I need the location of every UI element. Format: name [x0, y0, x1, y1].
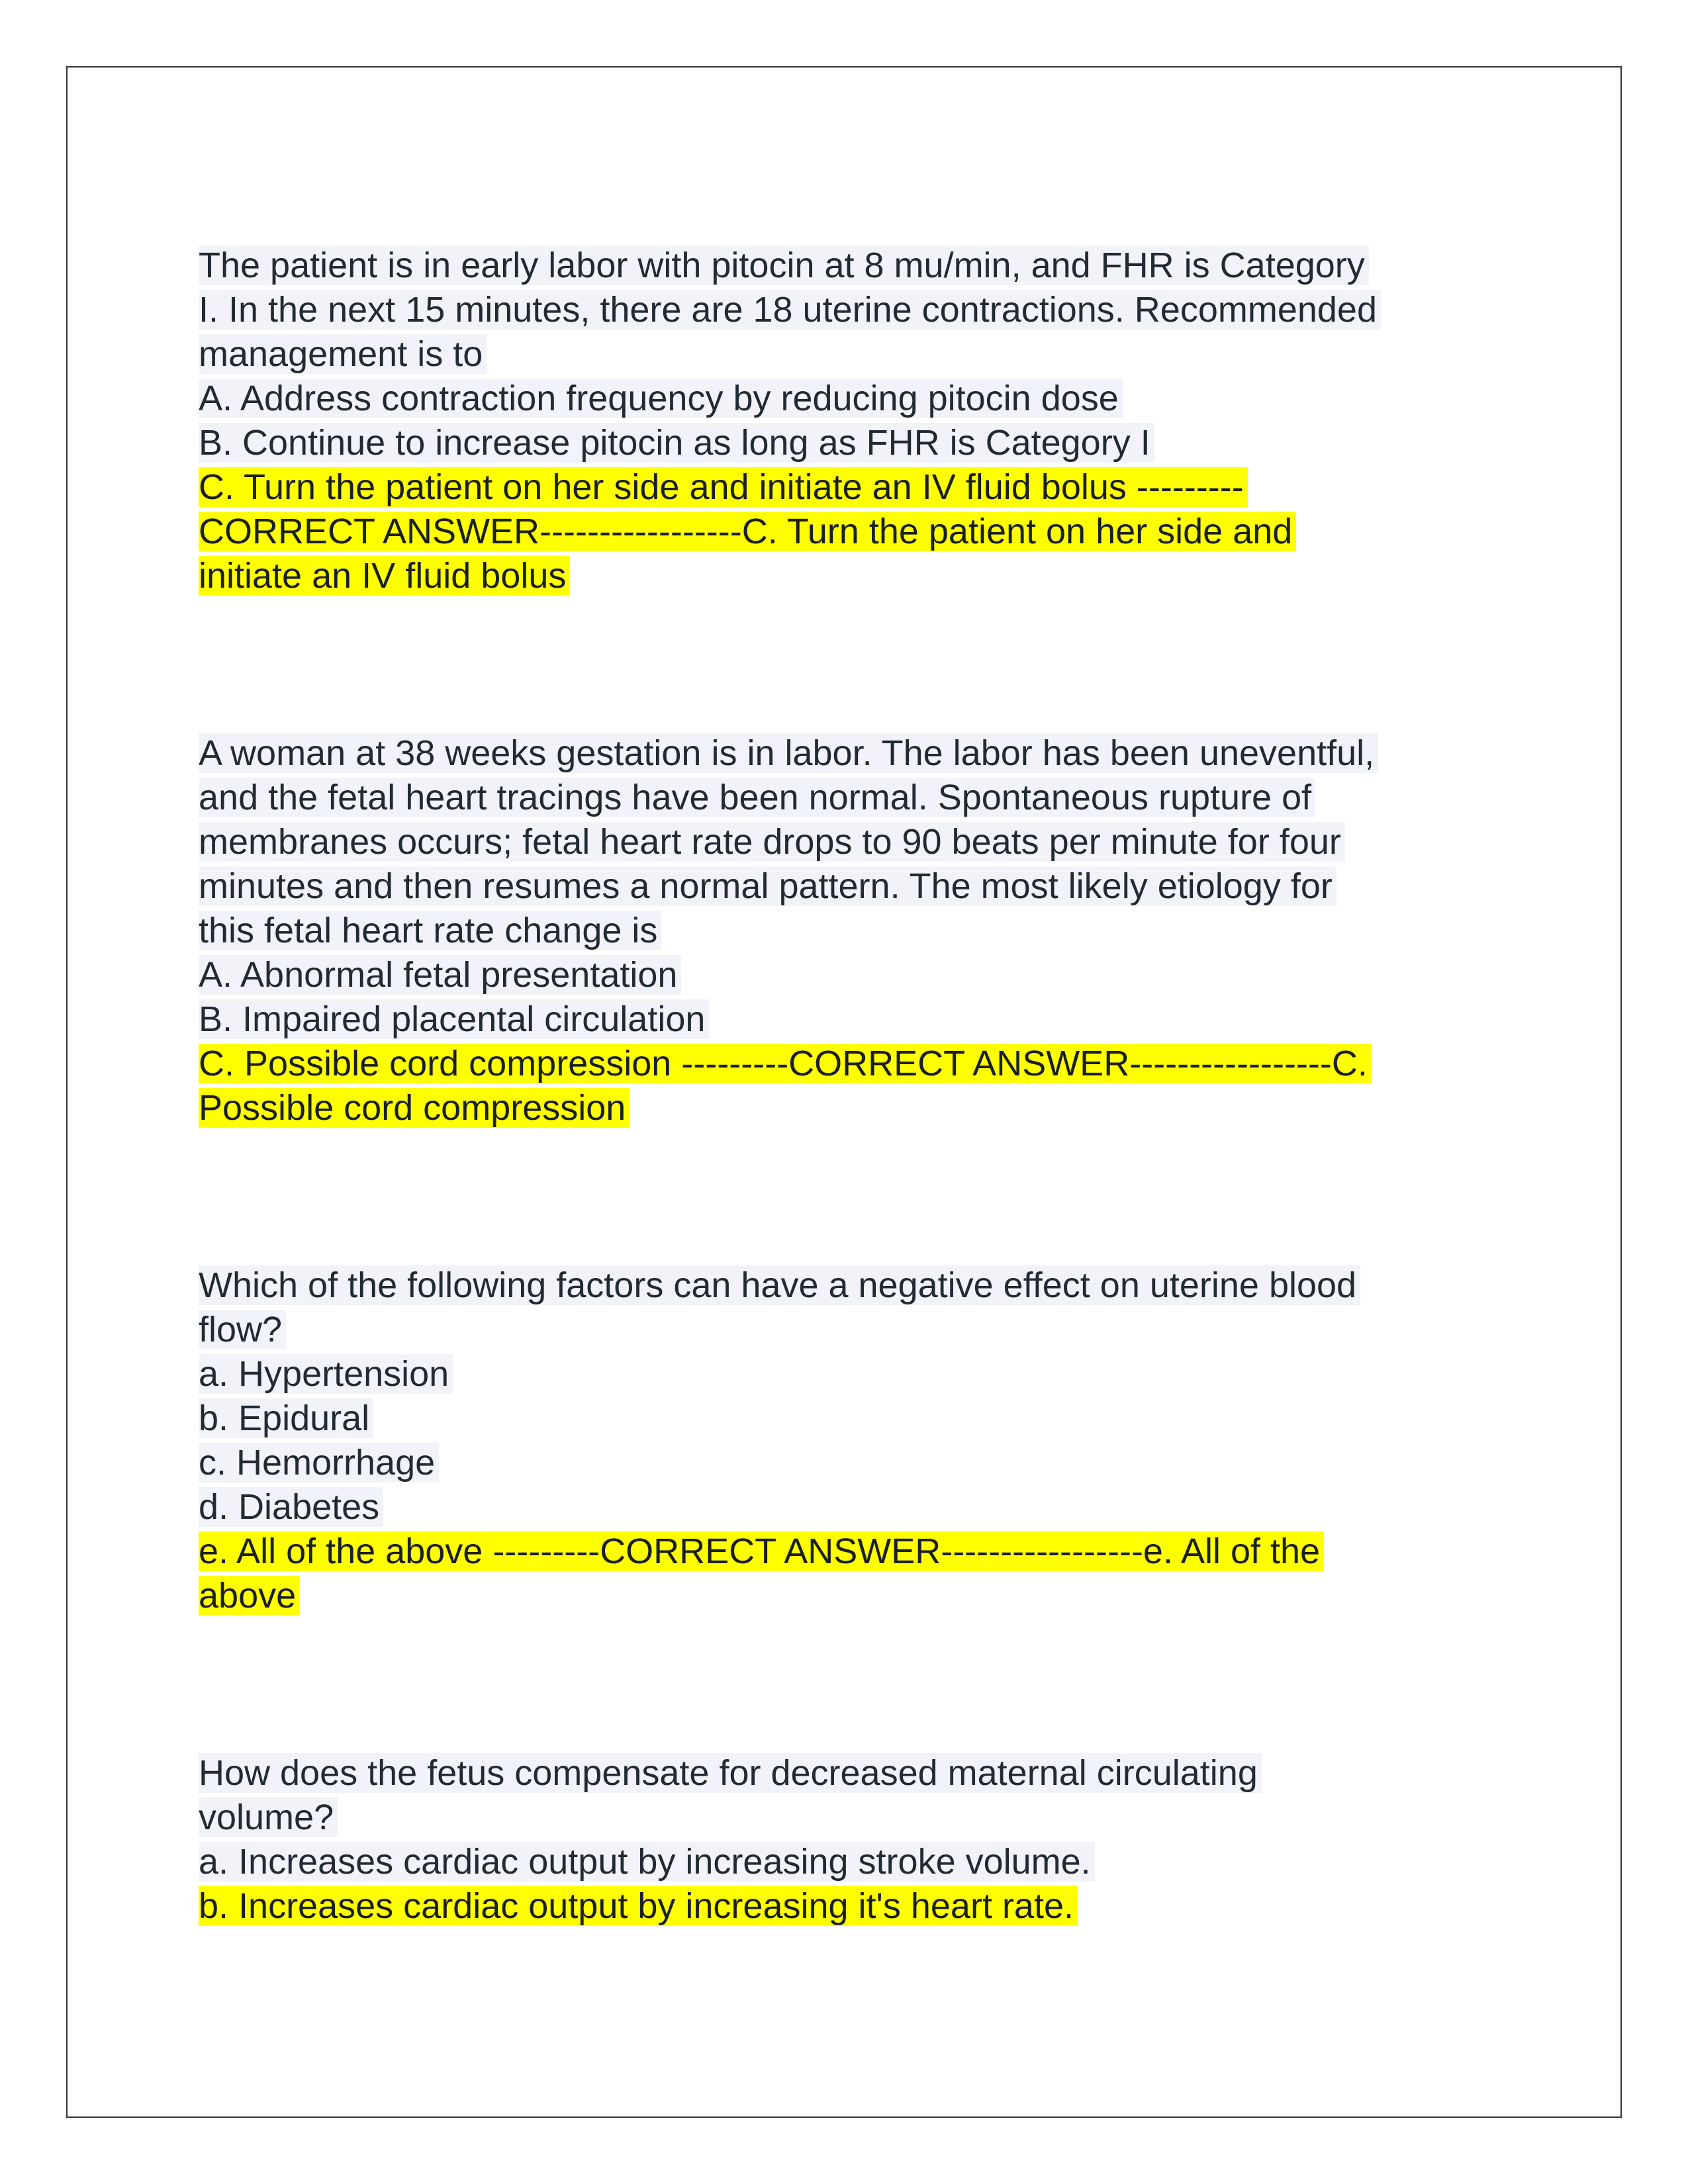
question-3-option-a: a. Hypertension: [199, 1352, 1516, 1396]
question-1-stem-line-2: I. In the next 15 minutes, there are 18 uterine contractions. Recommended: [199, 288, 1516, 332]
question-1-answer-line-1: C. Turn the patient on her side and initiate an IV fluid bolus ---------: [199, 465, 1516, 510]
question-1-option-b: B. Continue to increase pitocin as long as FHR is Category I: [199, 421, 1516, 465]
question-4-option-a: a. Increases cardiac output by increasing stroke volume.: [199, 1840, 1516, 1884]
question-4-stem-line-1: How does the fetus compensate for decreased maternal circulating: [199, 1751, 1516, 1796]
question-1-stem-line-3: management is to: [199, 332, 1516, 377]
question-4-stem-line-2: volume?: [199, 1796, 1516, 1840]
question-2-answer-line-1: C. Possible cord compression ---------CORRECT ANSWER-----------------C.: [199, 1042, 1516, 1086]
document-content: [199, 244, 1516, 1929]
question-1-answer-line-3: initiate an IV fluid bolus: [199, 554, 1516, 598]
question-2-option-b: B. Impaired placental circulation: [199, 997, 1516, 1042]
question-2: [199, 731, 1516, 1130]
question-4-answer-line-1: b. Increases cardiac output by increasing it's heart rate.: [199, 1884, 1516, 1929]
question-3-stem-line-2: flow?: [199, 1308, 1516, 1352]
question-3-option-d: d. Diabetes: [199, 1485, 1516, 1529]
question-2-stem-line-3: membranes occurs; fetal heart rate drops to 90 beats per minute for four: [199, 820, 1516, 864]
question-3-answer-line-2: above: [199, 1574, 1516, 1618]
question-4: [199, 1751, 1516, 1929]
question-3: [199, 1263, 1516, 1618]
question-1-option-a: A. Address contraction frequency by reducing pitocin dose: [199, 377, 1516, 421]
question-2-stem-line-4: minutes and then resumes a normal pattern. The most likely etiology for: [199, 864, 1516, 909]
question-1-stem-line-1: The patient is in early labor with pitocin at 8 mu/min, and FHR is Category: [199, 244, 1516, 288]
question-3-stem-line-1: Which of the following factors can have a negative effect on uterine blood: [199, 1263, 1516, 1308]
question-2-answer-line-2: Possible cord compression: [199, 1086, 1516, 1130]
question-1-answer-line-2: CORRECT ANSWER-----------------C. Turn the patient on her side and: [199, 510, 1516, 554]
question-2-stem-line-2: and the fetal heart tracings have been normal. Spontaneous rupture of: [199, 776, 1516, 820]
question-2-option-a: A. Abnormal fetal presentation: [199, 953, 1516, 997]
question-2-stem-line-5: this fetal heart rate change is: [199, 909, 1516, 953]
question-2-stem-line-1: A woman at 38 weeks gestation is in labor. The labor has been uneventful,: [199, 731, 1516, 776]
question-3-answer-line-1: e. All of the above ---------CORRECT ANSWER-----------------e. All of the: [199, 1529, 1516, 1574]
question-1: [199, 244, 1516, 598]
question-3-option-c: c. Hemorrhage: [199, 1441, 1516, 1485]
question-3-option-b: b. Epidural: [199, 1396, 1516, 1441]
